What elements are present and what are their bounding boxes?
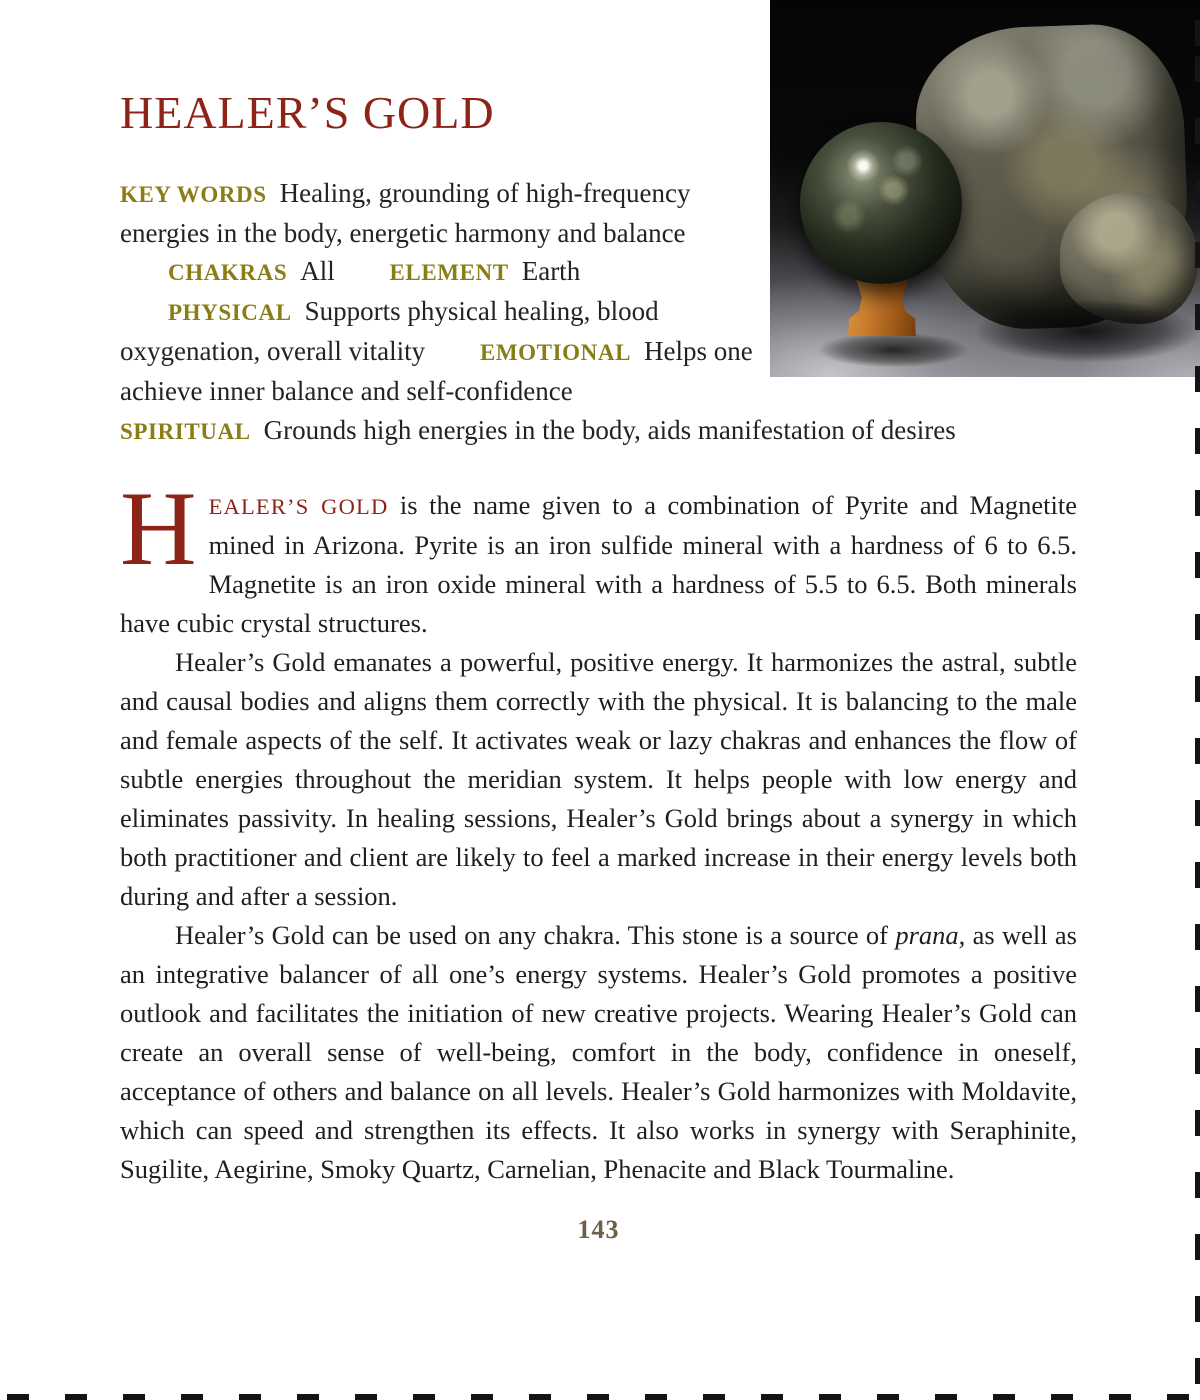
italic-term: prana, <box>895 920 966 950</box>
keyword-label: CHAKRAS <box>168 260 288 285</box>
keyword-text: Supports physical healing, blood oxygenation, overall vitality <box>120 296 659 366</box>
keyword-text: Helps one achieve inner balance and self-confidence <box>120 336 753 406</box>
paragraph-3 <box>120 916 1077 1189</box>
keyword-item-spiritual <box>120 410 1077 452</box>
keyword-item-chakras <box>144 256 335 286</box>
paragraph-1 <box>120 470 1077 643</box>
article-body <box>120 470 1077 1189</box>
paragraph-3-text: Healer’s Gold can be used on any chakra. This stone is a source of <box>175 920 896 950</box>
paragraph-3-text: as well as an integrative balancer of all one’s energy systems. Healer’s Gold promotes a positive outlook and facilitates the initiation of new creative projects. Wearing Healer’s Gold can create an overall sense of well-being, comfort in the body, confidence in oneself, acceptance of others and balance on all levels. Healer’s Gold harmonizes with Moldavite, which can speed and strengthen its effects. It also works in synergy with Seraphinite, Sugilite, Aegirine, Smoky Quartz, Carnelian, Phenacite and Black Tourmaline. <box>120 920 1077 1184</box>
lead-small-caps: EALER’S GOLD <box>208 494 389 519</box>
paragraph-2: Healer’s Gold emanates a powerful, positive energy. It harmonizes the astral, subtle and causal bodies and aligns them correctly with the physical. It is balancing to the male and female aspects of the self. It activates weak or lazy chakras and enhances the flow of subtle energies throughout the meridian system. It helps people with low energy and eliminates passivity. In healing sessions, Healer’s Gold brings about a synergy in which both practitioner and client are likely to feel a marked increase in their energy levels both during and after a session. <box>120 647 1077 911</box>
page-title: HEALER’S GOLD <box>120 87 495 138</box>
keyword-label: SPIRITUAL <box>120 419 251 444</box>
keywords-block <box>120 174 770 410</box>
keyword-label: ELEMENT <box>389 260 509 285</box>
right-edge-registration-marks <box>1195 0 1200 1400</box>
keyword-text: Earth <box>521 256 581 286</box>
keyword-label: PHYSICAL <box>168 300 292 325</box>
keyword-text: All <box>300 256 335 286</box>
keyword-item-key-words <box>120 178 691 248</box>
keyword-label: KEY WORDS <box>120 182 267 207</box>
page-number: 143 <box>577 1215 620 1244</box>
keyword-text: Grounds high energies in the body, aids manifestation of desires <box>263 415 956 445</box>
drop-cap: H <box>120 470 197 587</box>
bottom-edge-registration-marks <box>0 1394 1200 1400</box>
keyword-text: Healing, grounding of high-frequency energies in the body, energetic harmony and balance <box>120 178 691 248</box>
keyword-label: EMOTIONAL <box>479 340 632 365</box>
page-content <box>120 0 1077 1245</box>
keyword-item-element <box>365 256 580 286</box>
paragraph-1-text: is the name given to a combination of Pyrite and Magnetite mined in Arizona. Pyrite is an iron sulfide mineral with a hardness of 6 to 6.5. Magnetite is an iron oxide mineral with a hardness of 5.5 to 6.5. Both minerals have cubic crystal structures. <box>120 490 1077 638</box>
